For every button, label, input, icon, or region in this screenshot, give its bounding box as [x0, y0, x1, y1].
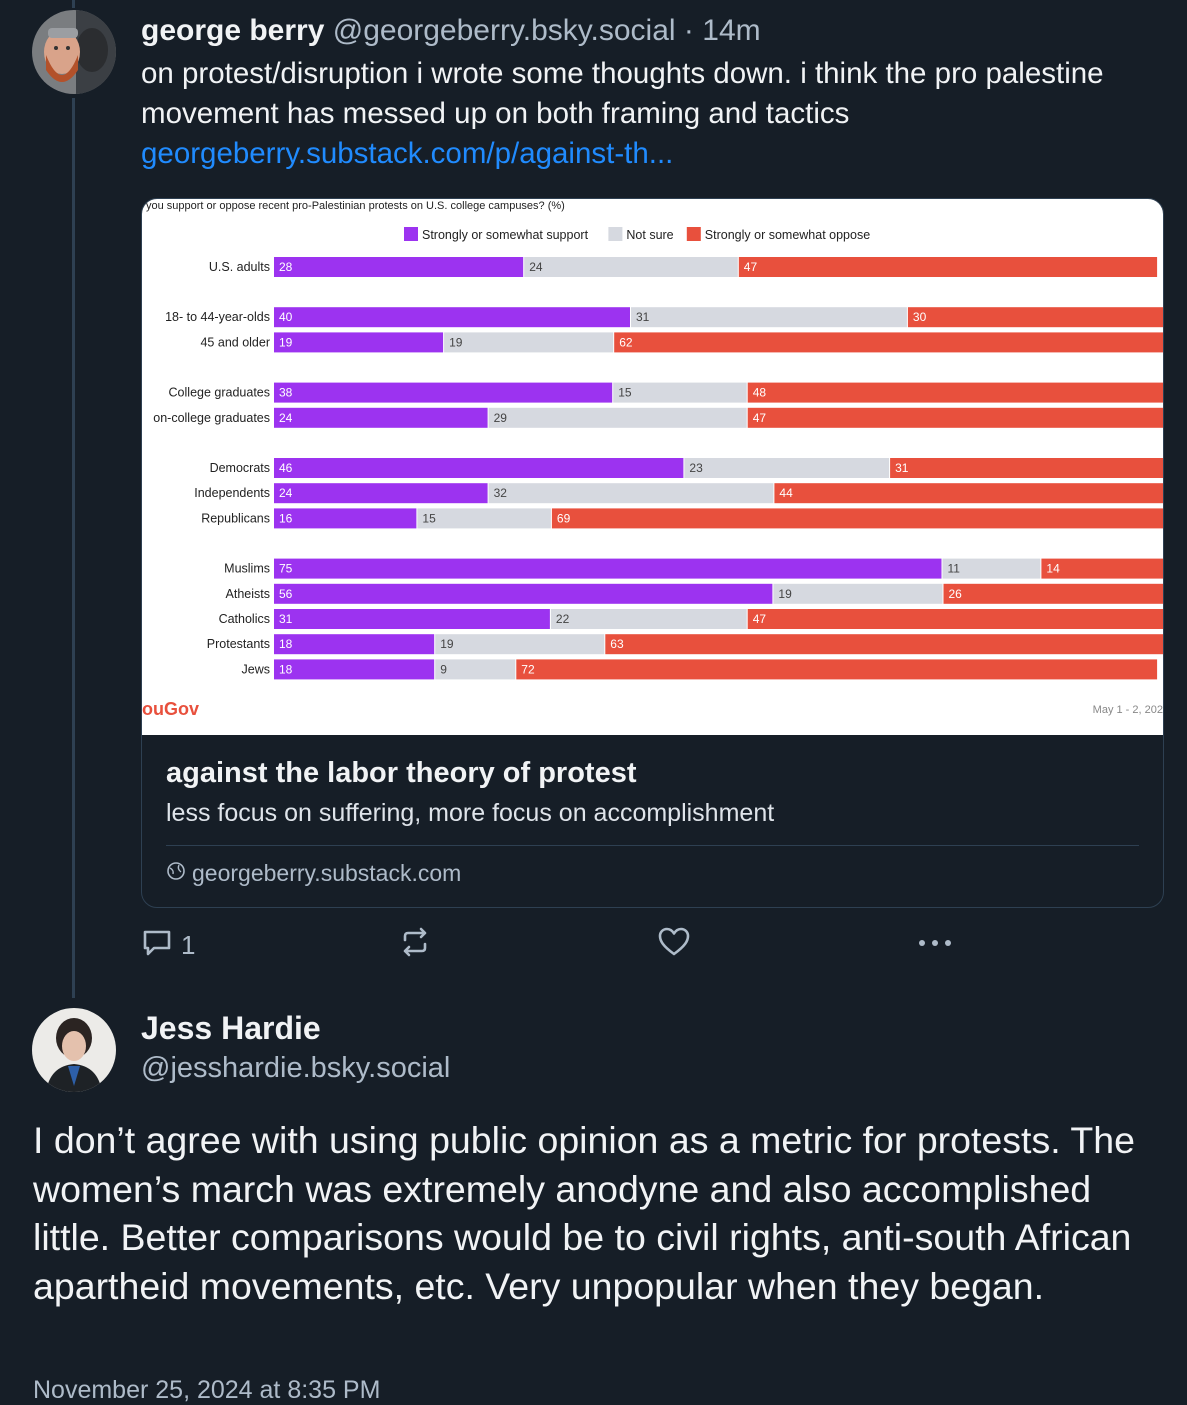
bar-segment: [908, 307, 1164, 327]
more-icon: [917, 926, 953, 965]
reply-button[interactable]: [141, 926, 195, 965]
bar-segment: [274, 659, 434, 679]
data-label: 18: [279, 662, 293, 677]
bar-segment: [605, 634, 1164, 654]
data-label: 29: [493, 410, 507, 425]
post-text: I don’t agree with using public opinion as a metric for protests. The women’s march was extremely anodyne and also accomplished little. Better comparisons would be to civil rights, anti-south African apartheid movements, etc. Very unpopular when they began.: [33, 1119, 1135, 1307]
data-label: 38: [279, 385, 293, 400]
chart-svg: [142, 199, 1164, 735]
bar-segment: [748, 408, 1164, 428]
row-label: 45 and older: [200, 335, 270, 350]
embed-thumbnail-chart: [142, 199, 1164, 735]
display-name[interactable]: Jess Hardie: [141, 1010, 321, 1046]
post-header: [141, 12, 1171, 50]
globe-icon: [166, 860, 186, 887]
data-label: 24: [279, 410, 293, 425]
bar-segment: [614, 332, 1164, 352]
data-label: 48: [752, 385, 767, 400]
bar-segment: [489, 483, 774, 503]
bar-segment: [613, 383, 747, 403]
repost-button[interactable]: [399, 926, 431, 965]
bar-segment: [274, 483, 488, 503]
data-label: 24: [279, 486, 293, 501]
bar-segment: [748, 383, 1164, 403]
bar-segment: [444, 332, 613, 352]
data-label: 47: [752, 410, 767, 425]
row-label: Protestants: [206, 637, 270, 652]
legend-swatch: [404, 227, 418, 241]
data-label: 56: [279, 586, 293, 601]
post-timestamp: November 25, 2024 at 8:35 PM: [33, 1376, 381, 1404]
data-label: 15: [618, 385, 632, 400]
post-text: [141, 54, 1171, 174]
data-label: 19: [449, 335, 463, 350]
handle[interactable]: @jesshardie.bsky.social: [141, 1052, 451, 1084]
data-label: 19: [440, 637, 454, 652]
row-label: College graduates: [168, 385, 270, 400]
bar-segment: [417, 508, 551, 528]
row-label: Jews: [241, 662, 270, 677]
data-label: 40: [279, 310, 293, 325]
thread-line-top: [72, 0, 75, 8]
avatar-image: [32, 1008, 116, 1092]
link-embed-card[interactable]: [141, 198, 1164, 908]
bar-segment: [274, 458, 683, 478]
data-label: 32: [493, 486, 507, 501]
embed-description: less focus on suffering, more focus on accomplishment: [166, 799, 775, 827]
bar-segment: [552, 508, 1164, 528]
row-label: Muslims: [224, 561, 270, 576]
bar-segment: [1041, 559, 1164, 579]
legend-label: Strongly or somewhat oppose: [704, 228, 871, 242]
data-label: 19: [279, 335, 293, 350]
data-label: 75: [279, 561, 293, 576]
data-label: 23: [689, 461, 703, 475]
bar-segment: [739, 257, 1157, 277]
avatar-image: [32, 10, 116, 94]
data-label: 26: [948, 586, 962, 601]
source-logo: ouGov: [142, 699, 199, 719]
row-label: Atheists: [225, 586, 270, 601]
data-label: 15: [422, 511, 436, 526]
row-label: on-college graduates: [153, 410, 270, 425]
embed-title: against the labor theory of protest: [166, 757, 637, 789]
post-link[interactable]: georgeberry.substack.com/p/against-th...: [141, 137, 674, 170]
bar-segment: [435, 634, 604, 654]
post-time[interactable]: 14m: [702, 14, 761, 47]
data-label: 72: [521, 662, 535, 677]
reply-icon: [141, 926, 173, 965]
data-label: 11: [947, 561, 960, 576]
data-label: 16: [279, 511, 293, 526]
bar-segment: [489, 408, 747, 428]
data-label: 63: [610, 637, 624, 652]
bar-segment: [274, 307, 630, 327]
bar-segment: [773, 584, 942, 604]
heart-icon: [657, 926, 691, 965]
bar-segment: [944, 584, 1165, 604]
bar-segment: [774, 483, 1164, 503]
data-label: 62: [619, 335, 633, 350]
bar-segment: [274, 634, 434, 654]
chart-date: May 1 - 2, 202: [1092, 704, 1163, 716]
bar-segment: [551, 609, 747, 629]
legend-swatch: [687, 227, 701, 241]
bar-segment: [274, 383, 612, 403]
bar-segment: [684, 458, 889, 478]
post-body: on protest/disruption i wrote some thoughts down. i think the pro palestine movement has messed up on both framing and tactics: [141, 57, 1104, 130]
post-george-berry: [141, 12, 1171, 174]
data-label: 28: [279, 260, 293, 274]
row-label: 18- to 44-year-olds: [165, 310, 270, 325]
data-label: 9: [440, 662, 447, 677]
bar-segment: [274, 332, 443, 352]
bar-segment: [435, 659, 515, 679]
bar-segment: [274, 584, 772, 604]
data-label: 44: [779, 486, 793, 501]
bar-segment: [516, 659, 1157, 679]
data-label: 30: [912, 310, 927, 325]
handle[interactable]: @georgeberry.bsky.social: [332, 14, 676, 47]
separator-dot: ·: [683, 14, 694, 47]
bar-segment: [524, 257, 738, 277]
legend-label: Strongly or somewhat support: [422, 228, 589, 242]
data-label: 31: [279, 612, 293, 626]
bar-segment: [274, 609, 550, 629]
row-label: Republicans: [201, 511, 270, 526]
data-label: 47: [743, 260, 758, 274]
avatar-george-berry[interactable]: [32, 10, 116, 94]
row-label: Independents: [194, 486, 270, 501]
like-button[interactable]: [657, 926, 691, 965]
embed-divider: [166, 845, 1139, 846]
bar-segment: [631, 307, 907, 327]
reply-count: 1: [181, 930, 196, 960]
data-label: 18: [279, 637, 293, 652]
data-label: 31: [636, 310, 650, 325]
legend-label: Not sure: [626, 228, 674, 242]
data-label: 31: [895, 461, 909, 475]
row-label: U.S. adults: [208, 260, 270, 274]
embed-domain: georgeberry.substack.com: [192, 860, 462, 886]
data-label: 22: [555, 612, 570, 626]
post-actions: [141, 926, 971, 966]
bar-segment: [748, 609, 1164, 629]
repost-icon: [399, 926, 431, 965]
row-label: Catholics: [218, 612, 270, 626]
row-label: Democrats: [209, 461, 270, 475]
data-label: 46: [279, 461, 293, 475]
data-label: 47: [752, 612, 767, 626]
legend-swatch: [608, 227, 622, 241]
embed-meta: [142, 735, 1163, 887]
data-label: 19: [778, 586, 792, 601]
bar-segment: [274, 408, 488, 428]
embed-domain-row: [166, 860, 1139, 887]
more-button[interactable]: [917, 926, 953, 965]
bar-segment: [274, 559, 942, 579]
bar-segment: [890, 458, 1164, 478]
chart-title: you support or oppose recent pro-Palestinian protests on U.S. college campuses? (%): [146, 200, 565, 212]
bar-segment: [274, 508, 416, 528]
data-label: 14: [1046, 561, 1060, 576]
thread-line: [72, 98, 75, 998]
bar-segment: [274, 257, 523, 277]
data-label: 24: [529, 260, 543, 274]
data-label: 69: [556, 511, 571, 526]
display-name[interactable]: george berry: [141, 14, 325, 47]
avatar-jess-hardie[interactable]: [32, 1008, 116, 1092]
